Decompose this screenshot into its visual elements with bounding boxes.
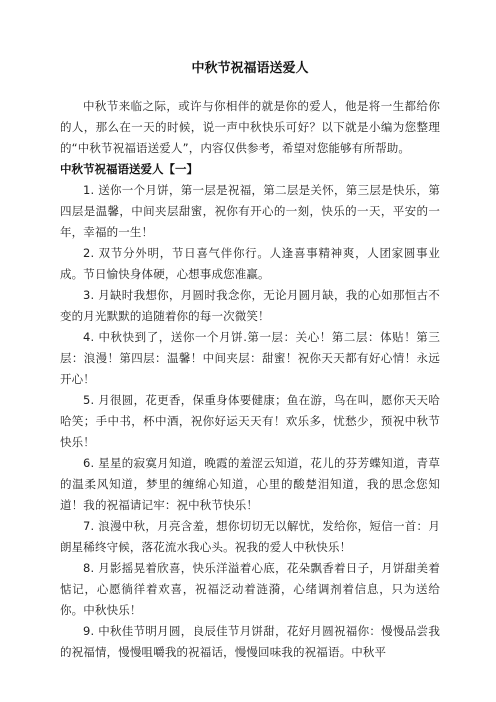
section-heading: 中秋节祝福语送爱人【一】 [60,162,198,176]
wish-item-3: 3. 月缺时我想你，月圆时我念你，无论月圆月缺，我的心如那恒古不变的月光默默的追随着你的每一次微笑！ [60,288,440,323]
wish-item-7: 7. 浪漫中秋，月亮含羞，想你切切无以解忧，发给你，短信一首：月朗星稀终守候，落花流水我心头。祝我的爱人中秋快乐！ [60,519,440,554]
wish-item-9: 9. 中秋佳节明月圆，良辰佳节月饼甜，花好月圆祝福你：慢慢品尝我的祝福情，慢慢咀嚼我的祝福话，慢慢回味我的祝福语。中秋平 [60,624,440,659]
wish-item-6: 6. 星星的寂寞月知道，晚霞的羞涩云知道，花儿的芬芳蝶知道，青草的温柔风知道，梦里的缠绵心知道，心里的酸楚泪知道，我的思念您知道！我的祝福请记牢：祝中秋节快乐！ [60,456,440,512]
intro-paragraph: 中秋节来临之际，或许与你相伴的就是你的爱人，他是将一生都给你的人，那么在一天的时候，说一声中秋快乐可好？以下就是小编为您整理的“中秋节祝福语送爱人”，内容仅供参考，希望对您能够有所帮助。 [60,99,440,155]
document-title: 中秋节祝福语送爱人 [191,61,309,76]
document-page [60,60,440,663]
wish-item-4: 4. 中秋快到了，送你一个月饼.第一层：关心！第二层：体贴！第三层：浪漫！第四层：温馨！中间夹层：甜蜜！祝你天天都有好心情！永远开心！ [60,330,440,386]
wish-item-8: 8. 月影摇晃着欣喜，快乐洋溢着心底，花朵飘香着日子，月饼甜美着惦记，心愿徜徉着欢喜，祝福泛动着涟漪，心绪调剂着信息，只为送给你。中秋快乐！ [60,561,440,617]
wish-item-5: 5. 月很圆，花更香，保重身体要健康；鱼在游，鸟在叫，愿你天天哈哈笑；手中书，杯中酒，祝你好运天天有！欢乐多，忧愁少，预祝中秋节快乐！ [60,393,440,449]
wish-item-1: 1. 送你一个月饼，第一层是祝福，第二层是关怀，第三层是快乐，第四层是温馨，中间夹层甜蜜，祝你有开心的一刻，快乐的一天，平安的一年，幸福的一生！ [60,183,440,239]
wish-item-2: 2. 双节分外明，节日喜气伴你行。人逢喜事精神爽，人团家圆事业成。节日愉快身体硬，心想事成您准赢。 [60,246,440,281]
